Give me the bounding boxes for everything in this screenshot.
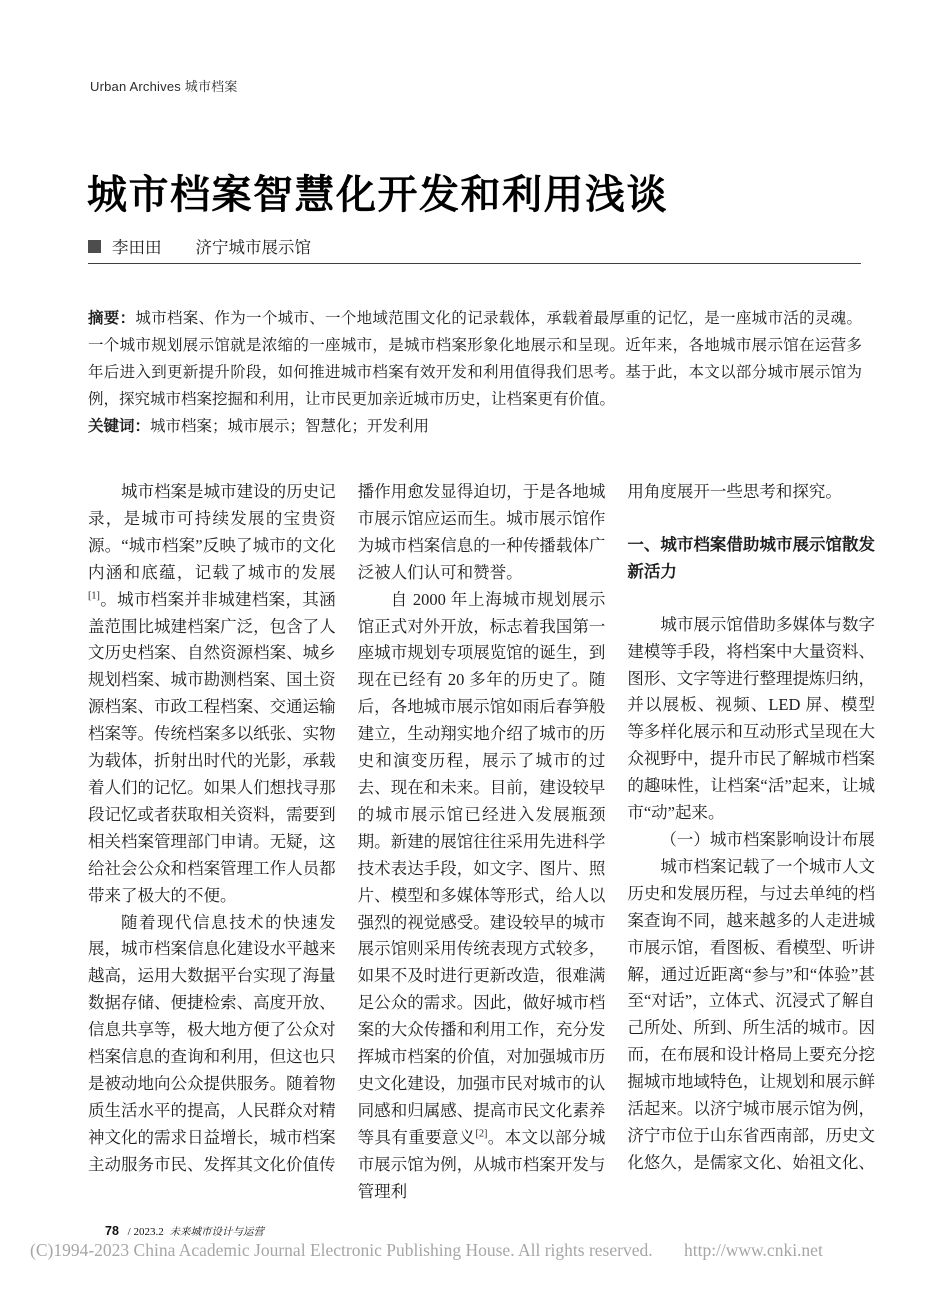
author-line bbox=[88, 234, 311, 258]
reference-superscript-2: [2] bbox=[475, 1128, 488, 1140]
author-name: 李田田 bbox=[112, 238, 162, 257]
divider-rule bbox=[88, 263, 861, 264]
keywords-label: 关键词： bbox=[88, 418, 151, 435]
abstract-text: 城市档案、作为一个城市、一个地域范围文化的记录载体，承载着最厚重的记忆，是一座城市活的灵魂。一个城市规划展示馆就是浓缩的一座城市，是城市档案形象化地展示和呈现。近年来，各地城市展示馆在运营多年后进入到更新提升阶段，如何推进城市档案有效开发和利用值得我们思考。基于此，本文以部分城市展示馆为例，探究城市档案挖掘和利用，让市民更加亲近城市历史，让档案更有价值。 bbox=[88, 310, 862, 408]
subsection-heading: （一）城市档案影响设计布展 bbox=[660, 829, 875, 849]
article-title: 城市档案智慧化开发和利用浅谈 bbox=[87, 173, 668, 217]
page-number: 78 bbox=[105, 1224, 119, 1238]
copyright-line bbox=[30, 1240, 930, 1261]
journal-section-header: Urban Archives 城市档案 bbox=[90, 79, 238, 94]
cnki-url-link[interactable]: http://www.cnki.net bbox=[683, 1240, 823, 1260]
paragraph-text: 城市档案是城市建设的历史记录，是城市可持续发展的宝贵资源。“城市档案”反映了城市的文化内涵和底蕴，记载了城市的发展 bbox=[88, 482, 336, 582]
author-affiliation: 济宁城市展示馆 bbox=[195, 238, 311, 257]
section-heading: 一、城市档案借助城市展示馆散发新活力 bbox=[627, 535, 876, 581]
body-column-2 bbox=[358, 479, 606, 1205]
paragraph-text: 。本文以部分城市展示馆为例，从城市档案开发与管理利 bbox=[357, 1127, 606, 1201]
article-body bbox=[88, 479, 875, 1205]
author-marker-square bbox=[88, 240, 101, 253]
paragraph: 随着现代信息技术的快速发展，城市档案信息化建设水平越来越高，运用大数据平台实现了海量数据存储、便捷检索、高度开放、信息共享等，极大地方便了公众对档案信息的查询和利用，但这也只是被动地向公众提供服务。随着物质生活水平的提高，人民群众对精神文化的需求日益增长，城市档案主动服务市民、发挥其文化价值传 bbox=[88, 912, 336, 1174]
paragraph-text: 自 2000 年上海城市规划展示馆正式对外开放，标志着我国第一座城市规划专项展览馆的诞生，到现在已经有 20 多年的历史了。随后，各地城市展示馆如雨后春笋般建立，生动翔实地介绍了城市的历史和演变历程，展示了城市的过去、现在和未来。目前，建设较早的城市展示馆已经进入发展瓶颈期。新建的展馆往往采用先进科学技术表达手段，如文字、图片、照片、模型和多媒体等形式，给人以强烈的视觉感受。建设较早的城市展示馆则采用传统表现方式较多，如果不及时进行更新改造，很难满足公众的需求。因此，做好城市档案的大众传播和利用工作，充分发挥城市档案的价值，对加强城市历史文化建设，加强市民对城市的认同感和归属感、提高市民文化素养等具有重要意义 bbox=[357, 589, 606, 1147]
body-column-1 bbox=[88, 479, 336, 1205]
paragraph-continuation: 用角度展开一些思考和探究。 bbox=[627, 482, 842, 501]
paragraph-continuation: 播作用愈发显得迫切，于是各地城市展示馆应运而生。城市展示馆作为城市档案信息的一种传播载体广泛被人们认可和赞誉。 bbox=[357, 482, 606, 582]
abstract-label: 摘要： bbox=[88, 310, 136, 327]
journal-name: 未来城市设计与运营 bbox=[169, 1227, 264, 1238]
paragraph bbox=[88, 479, 336, 910]
body-column-3 bbox=[627, 479, 875, 1205]
abstract-section bbox=[88, 305, 862, 440]
abstract-paragraph bbox=[88, 305, 862, 413]
paragraph: 城市展示馆借助多媒体与数字建模等手段，将档案中大量资料、图形、文字等进行整理提炼归纳，并以展板、视频、LED 屏、模型等多样化展示和互动形式呈现在大众视野中，提升市民了解城市档案的趣味性，让档案“活”起来，让城市“动”起来。 bbox=[627, 614, 876, 823]
paragraph: 城市档案记载了一个城市人文历史和发展历程，与过去单纯的档案查询不同，越来越多的人走进城市展示馆，看图板、看模型、听讲解，通过近距离“参与”和“体验”甚至“对话”，立体式、沉浸式了解自己所处、所到、所生活的城市。因而，在布展和设计格局上要充分挖掘城市地域特色，让规划和展示鲜活起来。以济宁城市展示馆为例，济宁市位于山东省西南部，历史文化悠久，是儒家文化、始祖文化、 bbox=[627, 856, 876, 1172]
keywords-line bbox=[88, 413, 862, 440]
page-footer-line bbox=[105, 1224, 264, 1239]
keywords-text: 城市档案；城市展示；智慧化；开发利用 bbox=[150, 418, 430, 435]
copyright-text: (C)1994-2023 China Academic Journal Electronic Publishing House. All rights reserved. bbox=[30, 1240, 653, 1260]
issue-label: / 2023.2 bbox=[127, 1226, 164, 1238]
reference-superscript-1: [1] bbox=[88, 590, 100, 602]
paragraph bbox=[358, 587, 606, 1206]
paragraph-text: 。城市档案并非城建档案，其涵盖范围比城建档案广泛，包含了人文历史档案、自然资源档案、城乡规划档案、城市勘测档案、国土资源档案、市政工程档案、交通运输档案等。传统档案多以纸张、实物为载体，折射出时代的光影，承载着人们的记忆。如果人们想找寻那段记忆或者获取相关资料，需要到相关档案管理部门申请。无疑，这给社会公众和档案管理工作人员都带来了极大的不便。 bbox=[88, 589, 336, 905]
